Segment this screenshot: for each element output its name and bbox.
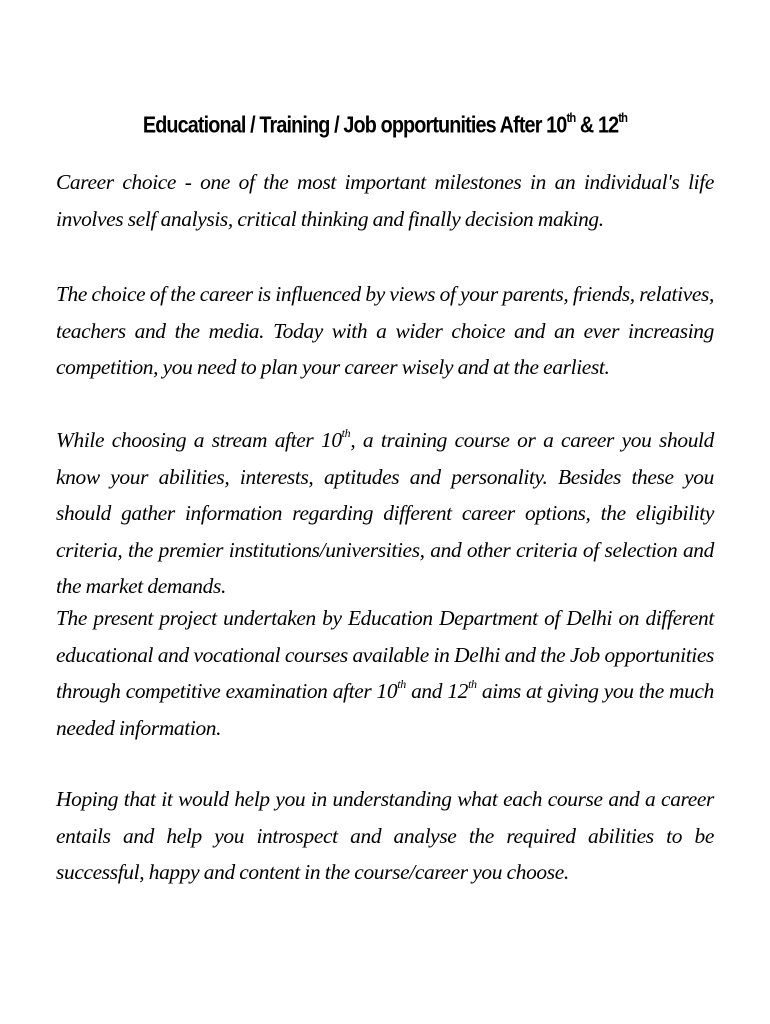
title-superscript-1: th: [566, 110, 576, 126]
title-text-part1: Educational / Training / Job opportunities After 10: [142, 112, 567, 139]
title-superscript-2: th: [618, 110, 628, 126]
paragraph-choosing-stream: [56, 422, 714, 605]
paragraph-career-choice: Career choice - one of the most important milestones in an individual's life involves self analysis, critical thinking and finally decision making.: [56, 170, 714, 231]
paragraph-hoping: Hoping that it would help you in understanding what each course and a career entails and help you introspect and analyse the required abilities to be successful, happy and content in the course/career you choose.: [56, 787, 714, 884]
paragraph-career-influence: The choice of the career is influenced by views of your parents, friends, relatives, teachers and the media. Today with a wider choice and an ever increasing competition, you need to plan your career wisely and at the earliest.: [56, 282, 714, 379]
paragraph-present-project: [56, 600, 714, 746]
paragraph-text: and 12: [405, 679, 469, 703]
superscript: th: [397, 676, 406, 691]
paragraph-text: , a training course or a career you should know your abilities, interests, aptitudes and personality. Besides these you should gather information regarding different career options, the eligibility criteria, the premier institutions/universities, and other criteria of selection and the market demands.: [56, 428, 714, 598]
superscript: th: [468, 676, 477, 691]
paragraph-text: The present project undertaken by Education Department of Delhi on different educational and vocational courses available in Delhi and the Job opportunities through competitive examination after 10: [56, 606, 714, 703]
superscript: th: [341, 425, 351, 440]
paragraph-text: While choosing a stream after 10: [56, 428, 342, 452]
title-text-part2: & 12: [575, 112, 619, 139]
paragraph-text: aims at giving you the much needed information.: [56, 679, 714, 740]
page-title: [88, 105, 681, 140]
